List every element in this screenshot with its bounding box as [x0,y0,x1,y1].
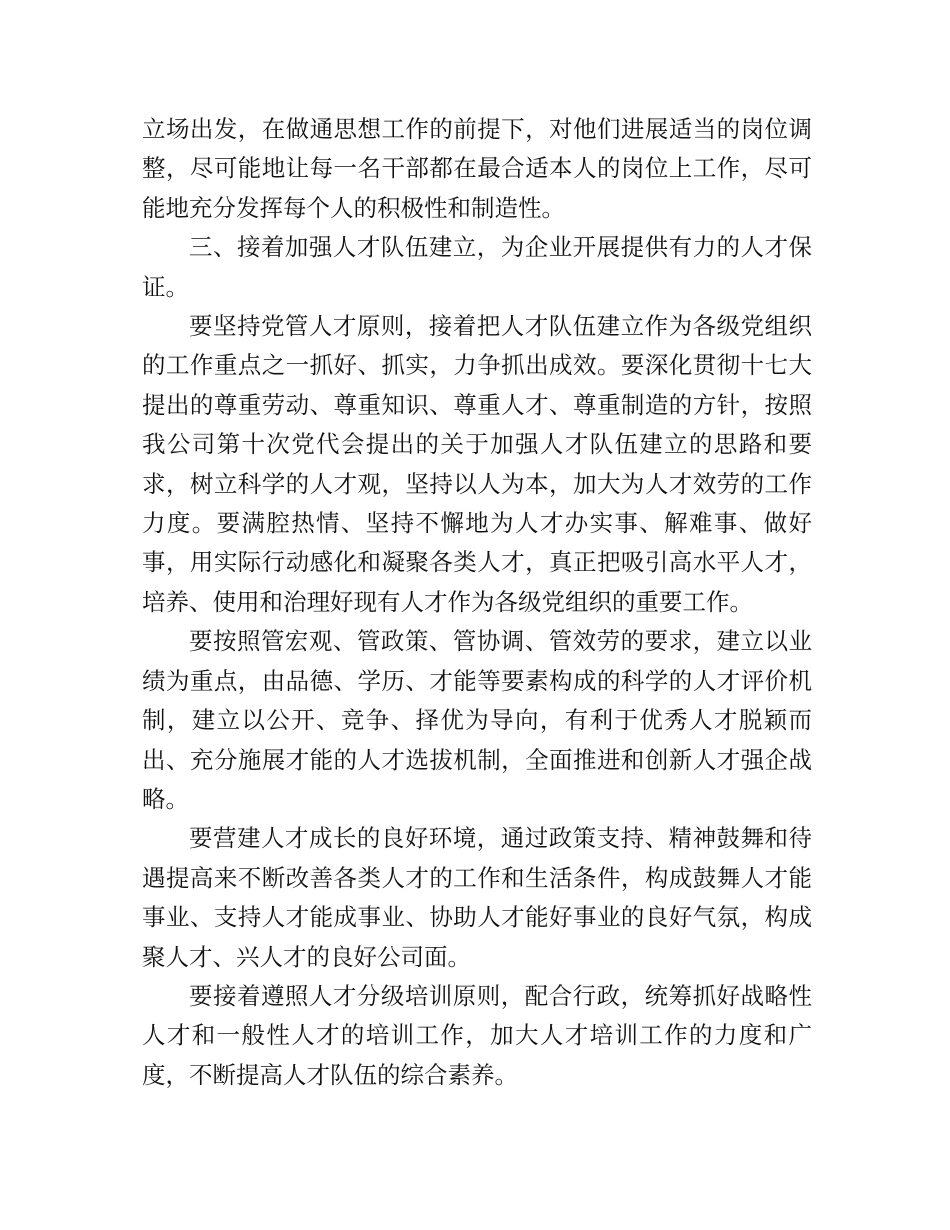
paragraph-continuation: 立场出发，在做通思想工作的前提下，对他们进展适当的岗位调整，尽可能地让每一名干部都在最合适本人的岗位上工作，尽可能地充分发挥每个人的积极性和制造性。 [142,115,812,222]
document-body [142,110,812,1095]
paragraph-training: 要接着遵照人才分级培训原则，配合行政，统筹抓好战略性人才和一般性人才的培训工作，加大人才培训工作的力度和广度，不断提高人才队伍的综合素养。 [142,981,812,1089]
paragraph-section-heading: 三、接着加强人才队伍建立，为企业开展提供有力的人才保证。 [142,233,812,301]
paragraph-growth-environment: 要营建人才成长的良好环境，通过政策支持、精神鼓舞和待遇提高来不断改善各类人才的工作和生活条件，构成鼓舞人才能事业、支持人才能成事业、协助人才能好事业的良好气氛，构成聚人才、兴人才的良好公司面。 [142,824,812,971]
paragraph-talent-principle: 要坚持党管人才原则，接着把人才队伍建立作为各级党组织的工作重点之一抓好、抓实，力争抓出成效。要深化贯彻十七大提出的尊重劳动、尊重知识、尊重人才、尊重制造的方针，按照我公司第十次党代会提出的关于加强人才队伍建立的思路和要求，树立科学的人才观，坚持以人为本，加大为人才效劳的工作力度。要满腔热情、坚持不懈地为人才办实事、解难事、做好事，用实际行动感化和凝聚各类人才，真正把吸引高水平人才，培养、使用和治理好现有人才作为各级党组织的重要工作。 [142,312,812,616]
paragraph-evaluation-mechanism: 要按照管宏观、管政策、管协调、管效劳的要求，建立以业绩为重点，由品德、学历、才能等要素构成的科学的人才评价机制，建立以公开、竞争、择优为导向，有利于优秀人才脱颖而出、充分施展才能的人才选拔机制，全面推进和创新人才强企战略。 [142,627,812,813]
